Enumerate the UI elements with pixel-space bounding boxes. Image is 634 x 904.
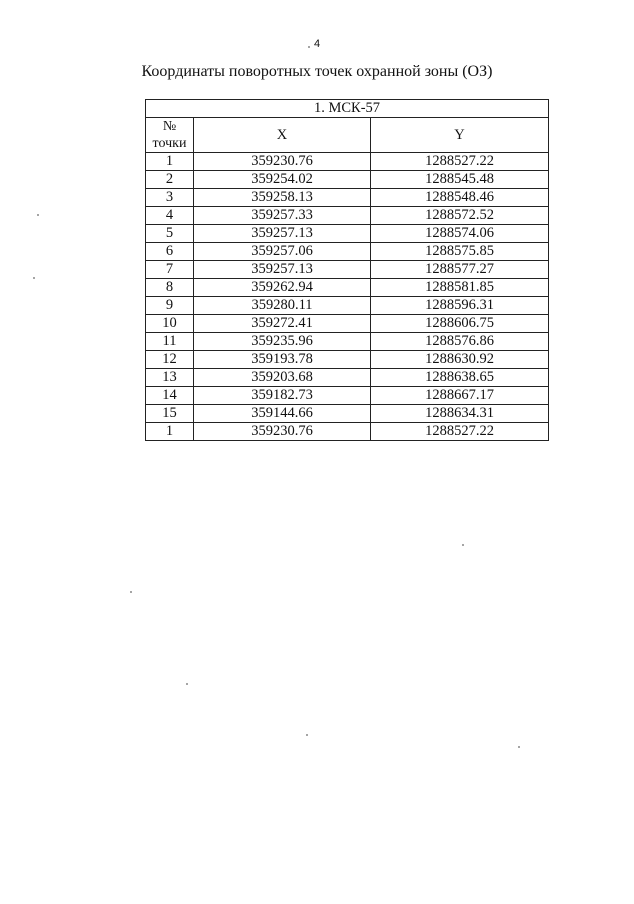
y-cell: 1288574.06 <box>371 225 549 243</box>
y-cell: 1288548.46 <box>371 189 549 207</box>
x-cell: 359193.78 <box>194 351 371 369</box>
point-number-header <box>146 118 194 153</box>
table-row <box>146 153 549 171</box>
point-number-cell: 4 <box>146 207 194 225</box>
point-number-cell: 11 <box>146 333 194 351</box>
scan-speck <box>33 277 35 279</box>
x-cell: 359257.13 <box>194 225 371 243</box>
table-row <box>146 243 549 261</box>
table-row <box>146 315 549 333</box>
x-cell: 359230.76 <box>194 153 371 171</box>
table-row <box>146 297 549 315</box>
point-number-cell: 14 <box>146 387 194 405</box>
y-column-header: Y <box>371 118 549 153</box>
point-number-cell: 12 <box>146 351 194 369</box>
y-cell: 1288576.86 <box>371 333 549 351</box>
x-cell: 359257.13 <box>194 261 371 279</box>
table-row <box>146 423 549 441</box>
table-row <box>146 387 549 405</box>
y-cell: 1288638.65 <box>371 369 549 387</box>
x-cell: 359262.94 <box>194 279 371 297</box>
x-cell: 359257.06 <box>194 243 371 261</box>
table-row <box>146 261 549 279</box>
x-column-header: X <box>194 118 371 153</box>
x-cell: 359272.41 <box>194 315 371 333</box>
point-number-cell: 2 <box>146 171 194 189</box>
x-cell: 359230.76 <box>194 423 371 441</box>
y-cell: 1288667.17 <box>371 387 549 405</box>
y-cell: 1288630.92 <box>371 351 549 369</box>
y-cell: 1288545.48 <box>371 171 549 189</box>
x-cell: 359280.11 <box>194 297 371 315</box>
coordinate-system-header: 1. МСК-57 <box>146 100 549 118</box>
table-row <box>146 171 549 189</box>
point-number-cell: 10 <box>146 315 194 333</box>
x-cell: 359182.73 <box>194 387 371 405</box>
y-cell: 1288527.22 <box>371 423 549 441</box>
point-number-cell: 1 <box>146 153 194 171</box>
y-cell: 1288527.22 <box>371 153 549 171</box>
table-row <box>146 333 549 351</box>
point-number-cell: 1 <box>146 423 194 441</box>
y-cell: 1288596.31 <box>371 297 549 315</box>
point-number-header-line2: точки <box>152 136 187 151</box>
table-row <box>146 279 549 297</box>
table-row <box>146 225 549 243</box>
point-number-cell: 9 <box>146 297 194 315</box>
table-row <box>146 369 549 387</box>
page-number: 4 <box>313 38 321 50</box>
x-cell: 359144.66 <box>194 405 371 423</box>
point-number-cell: 3 <box>146 189 194 207</box>
point-number-cell: 7 <box>146 261 194 279</box>
y-cell: 1288572.52 <box>371 207 549 225</box>
scan-speck <box>130 591 132 593</box>
y-cell: 1288575.85 <box>371 243 549 261</box>
page-title: Координаты поворотных точек охранной зоны (ОЗ) <box>141 63 493 80</box>
x-cell: 359203.68 <box>194 369 371 387</box>
scan-speck <box>306 734 308 736</box>
scan-speck <box>462 544 464 546</box>
point-number-cell: 6 <box>146 243 194 261</box>
x-cell: 359235.96 <box>194 333 371 351</box>
y-cell: 1288606.75 <box>371 315 549 333</box>
x-cell: 359258.13 <box>194 189 371 207</box>
coordinates-table <box>145 99 549 441</box>
table-row <box>146 207 549 225</box>
point-number-cell: 13 <box>146 369 194 387</box>
scan-speck <box>186 683 188 685</box>
x-cell: 359257.33 <box>194 207 371 225</box>
scan-speck <box>518 746 520 748</box>
table-row <box>146 405 549 423</box>
y-cell: 1288581.85 <box>371 279 549 297</box>
table-row <box>146 351 549 369</box>
table-row <box>146 189 549 207</box>
point-number-cell: 15 <box>146 405 194 423</box>
y-cell: 1288634.31 <box>371 405 549 423</box>
point-number-cell: 5 <box>146 225 194 243</box>
point-number-cell: 8 <box>146 279 194 297</box>
scan-speck <box>37 214 39 216</box>
y-cell: 1288577.27 <box>371 261 549 279</box>
point-number-header-line1: № <box>162 119 177 134</box>
scan-speck <box>308 46 310 48</box>
x-cell: 359254.02 <box>194 171 371 189</box>
